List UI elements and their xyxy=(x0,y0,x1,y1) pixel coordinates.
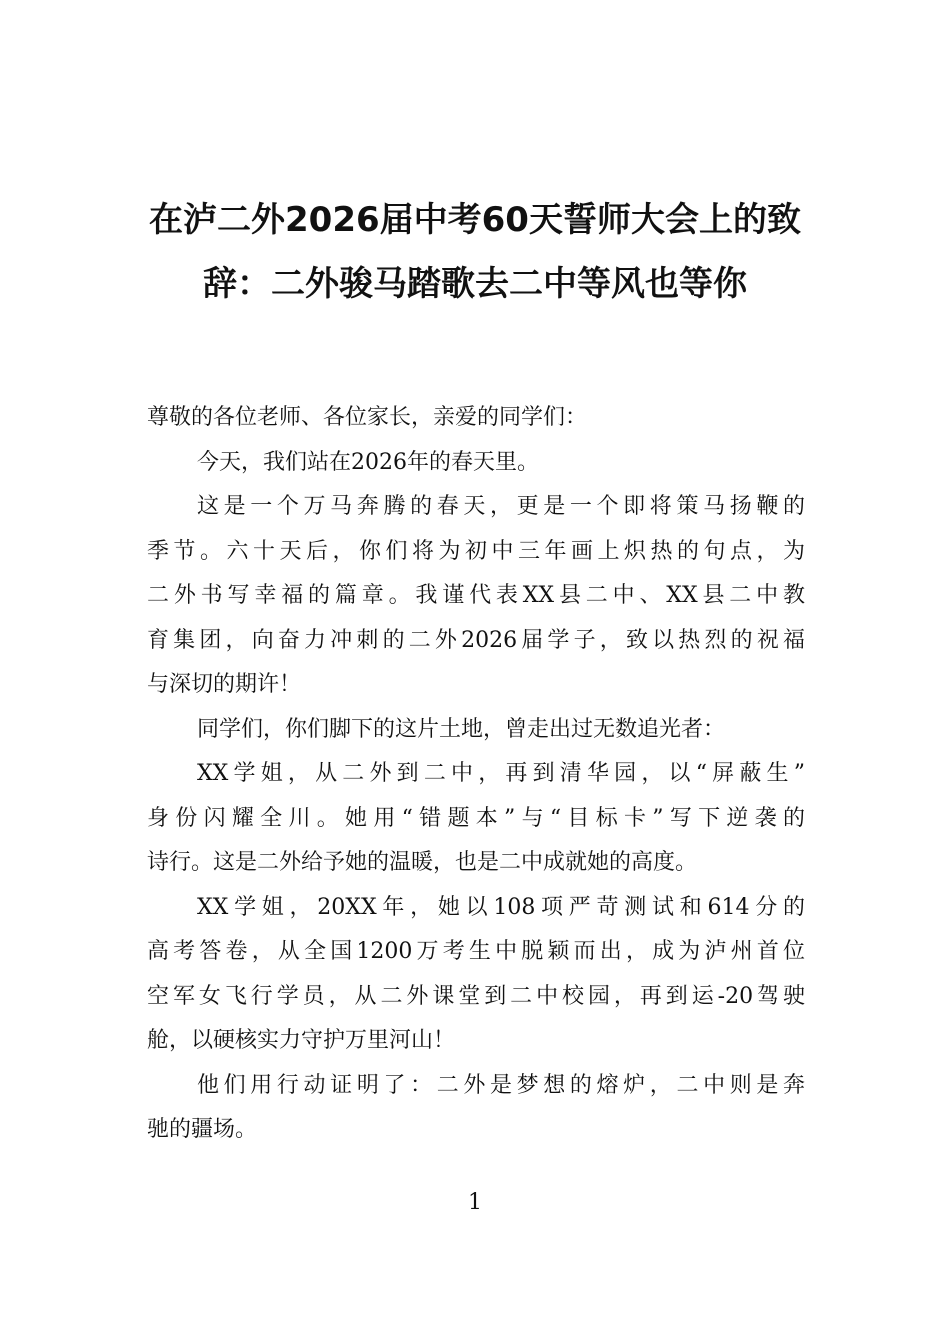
paragraph-line: 与深切的期许！ xyxy=(147,672,302,697)
title-line-2: 辞：二外骏马踏歌去二中等风也等你 xyxy=(203,264,747,304)
paragraph-line: 育集团，向奋力冲刺的二外2026届学子，致以热烈的祝福 xyxy=(147,627,805,653)
paragraph-line: 诗行。这是二外给予她的温暖，也是二中成就她的高度。 xyxy=(147,850,698,875)
paragraph-3 xyxy=(147,708,805,753)
paragraph-line: 二外书写幸福的篇章。我谨代表XX县二中、XX县二中教 xyxy=(147,583,805,608)
paragraph-line: 空军女飞行学员，从二外课堂到二中校园，再到运-20驾驶 xyxy=(147,983,805,1009)
paragraph-line: 今天，我们站在2026年的春天里。 xyxy=(197,449,539,475)
paragraph-line: 这是一个万马奔腾的春天，更是一个即将策马扬鞭的 xyxy=(197,494,805,519)
paragraph-5 xyxy=(147,886,805,1064)
paragraph-line: XX学姐，从二外到二中，再到清华园，以“屏蔽生” xyxy=(197,761,805,786)
paragraph-line: 他们用行动证明了：二外是梦想的熔炉，二中则是奔 xyxy=(197,1072,805,1098)
salutation xyxy=(147,396,805,441)
paragraph-line: 舱，以硬核实力守护万里河山！ xyxy=(147,1028,456,1053)
paragraph-line: 季节。六十天后，你们将为初中三年画上炽热的句点，为 xyxy=(147,538,805,564)
paragraph-line: 高考答卷，从全国1200万考生中脱颖而出，成为泸州首位 xyxy=(147,939,805,964)
salutation-text: 尊敬的各位老师、各位家长，亲爱的同学们： xyxy=(147,405,588,430)
paragraph-line: 同学们，你们脚下的这片土地，曾走出过无数追光者： xyxy=(197,716,726,742)
document-body xyxy=(147,396,805,1153)
paragraph-6 xyxy=(147,1064,805,1153)
paragraph-2 xyxy=(147,485,805,708)
paragraph-line: 驰的疆场。 xyxy=(147,1117,258,1142)
paragraph-1 xyxy=(147,441,805,486)
paragraph-4 xyxy=(147,752,805,886)
document-title xyxy=(140,188,810,316)
page-number: 1 xyxy=(468,1190,482,1215)
paragraph-line: XX学姐，20XX年，她以108项严苛测试和614分的 xyxy=(197,894,805,920)
paragraph-line: 身份闪耀全川。她用“错题本”与“目标卡”写下逆袭的 xyxy=(147,805,805,831)
title-line-1: 在泸二外2026届中考60天誓师大会上的致 xyxy=(149,200,801,240)
